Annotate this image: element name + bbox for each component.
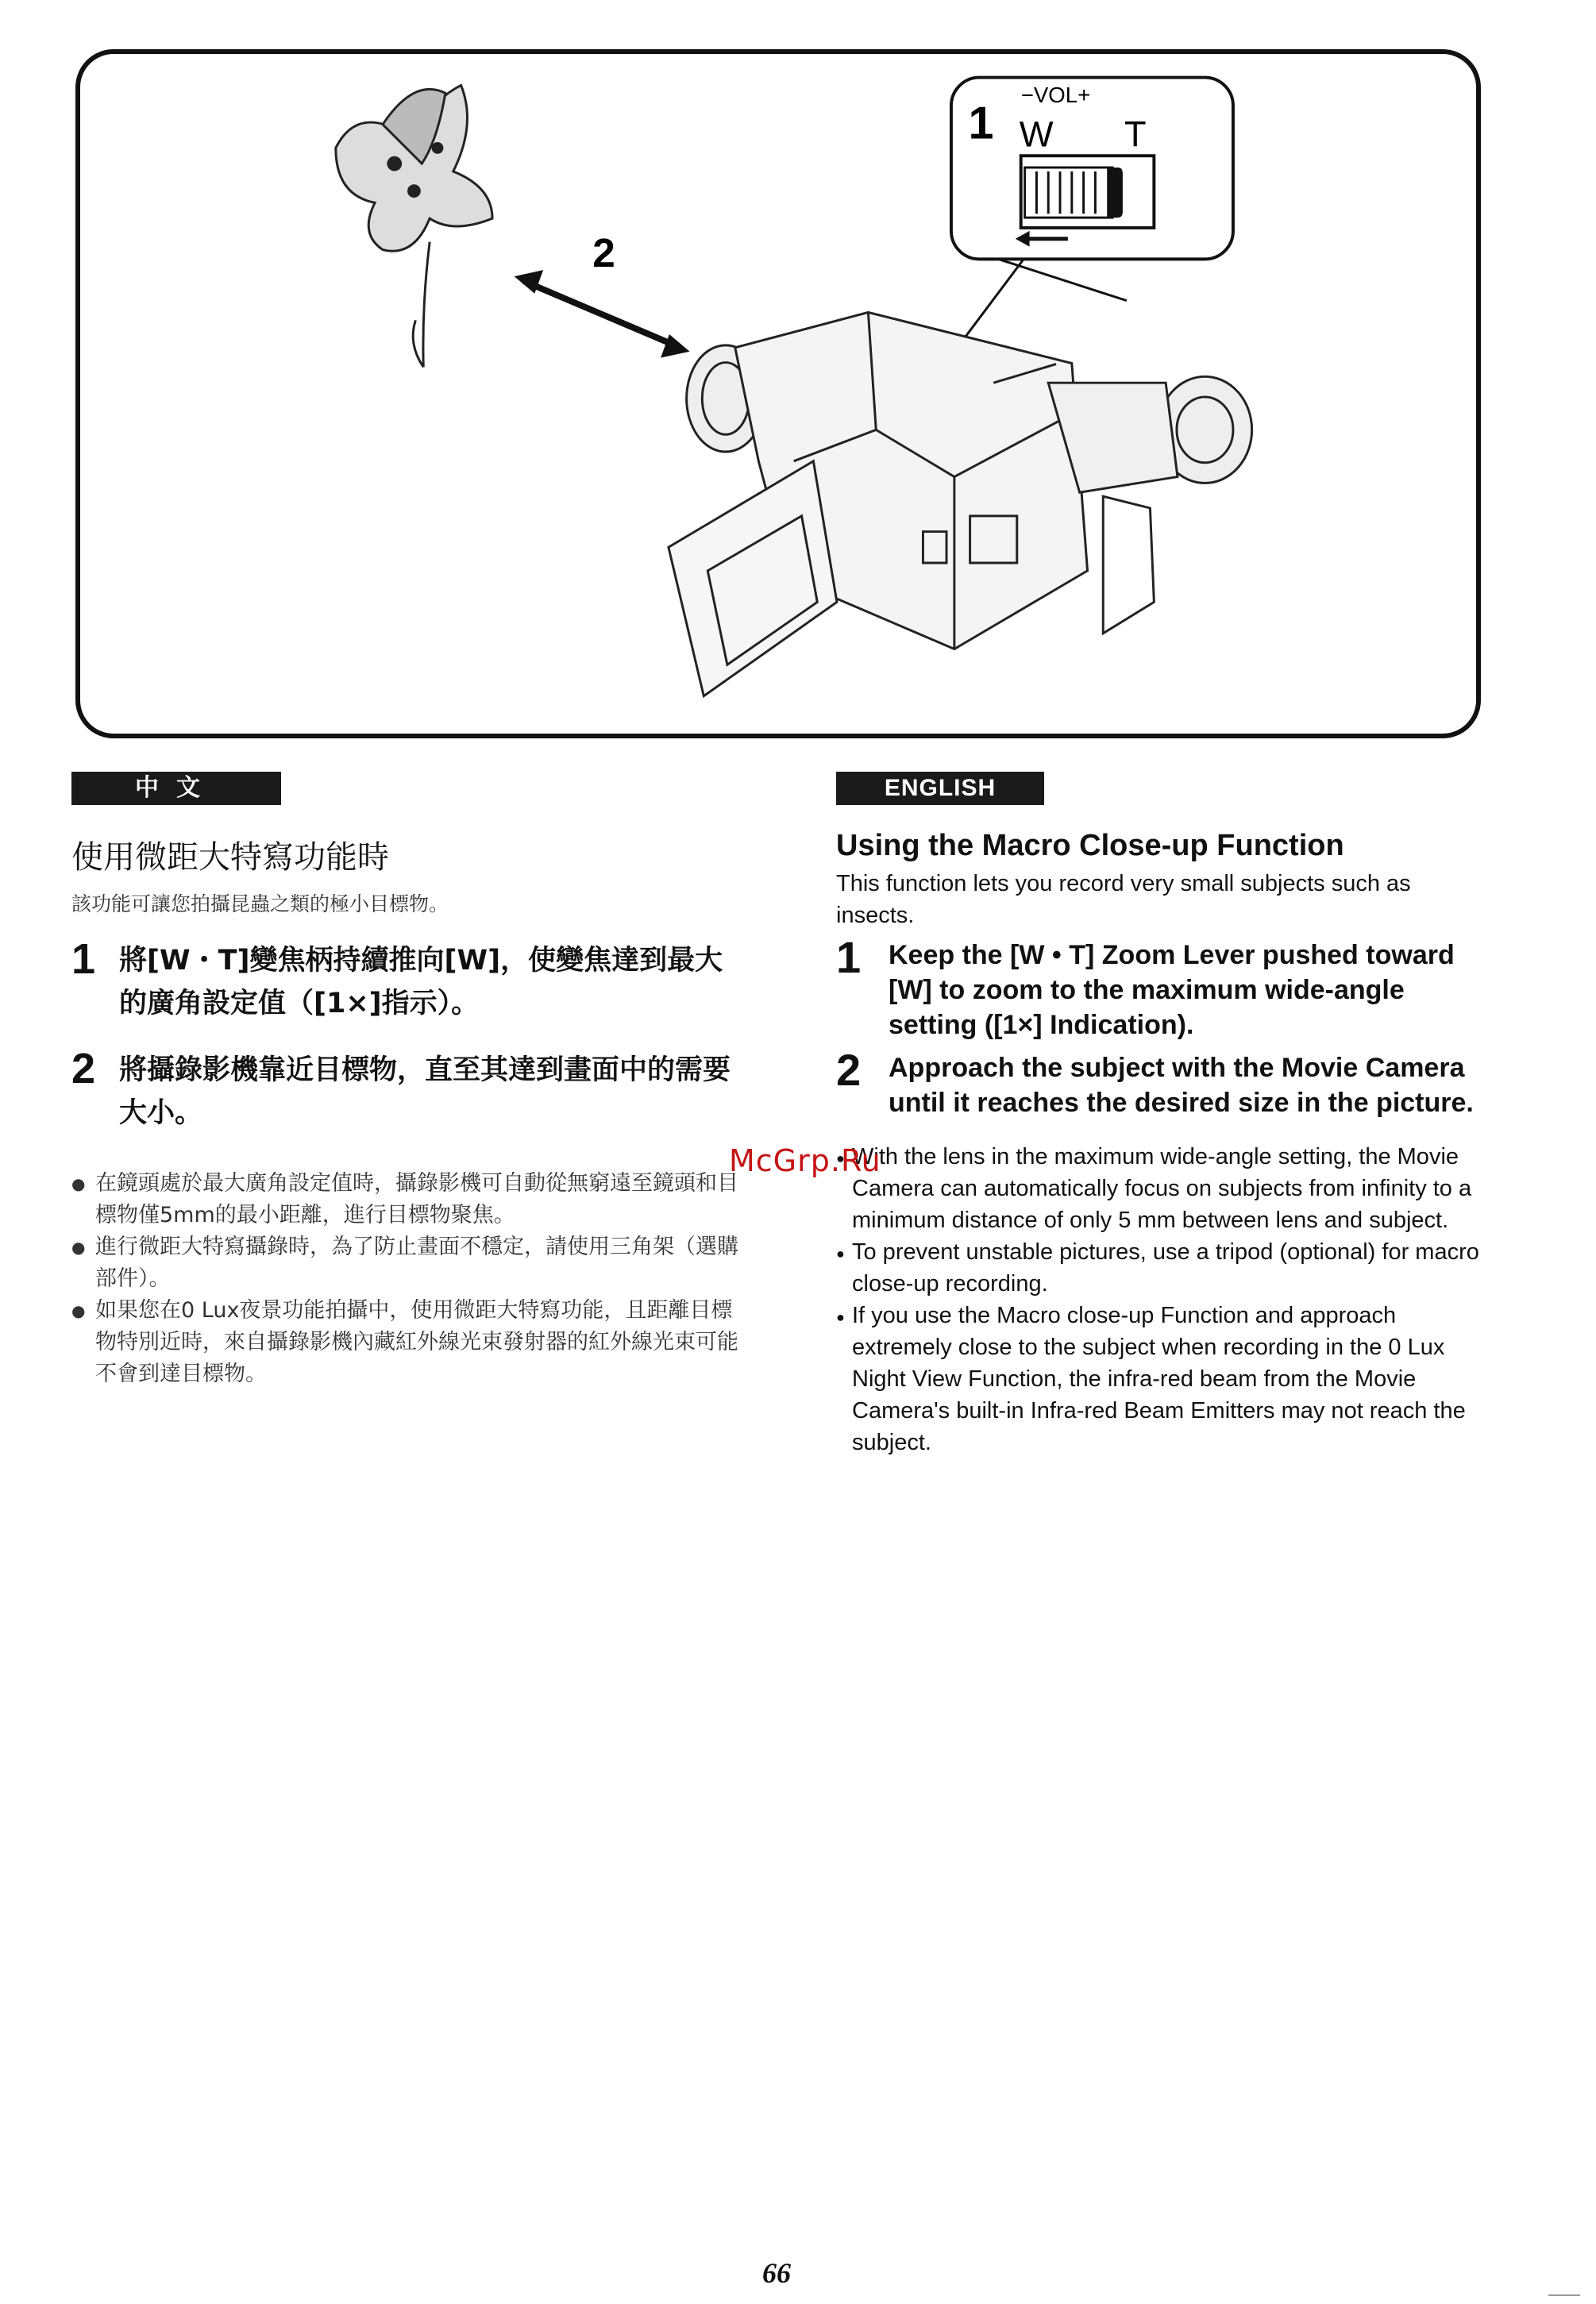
step-text: Keep the [W • T] Zoom Lever pushed toward [W] to zoom to the maximum wide-angle setting ([1×] Indication).	[889, 940, 1455, 1040]
step-text: 將攝錄影機靠近目標物，直至其達到畫面中的需要大小。	[119, 1054, 731, 1129]
english-section-tab: ENGLISH	[836, 772, 1044, 805]
step-text: Approach the subject with the Movie Camera until it reaches the desired size in the picture.	[889, 1053, 1474, 1118]
note-item: ● If you use the Macro close-up Function and approach extremely close to the subject when recording in the 0 Lux Night View Function, the infra-red beam from the Movie Camera's built-in Infra-red Beam Emitters may not reach the subject.	[836, 1300, 1495, 1458]
zoom-lever-callout	[951, 78, 1233, 260]
vol-label: −VOL+	[1020, 83, 1091, 108]
chinese-notes	[71, 1168, 738, 1390]
english-section	[836, 829, 1495, 1458]
note-item: ● 進行微距大特寫攝錄時，為了防止畫面不穩定，請使用三角架（選購部件）。	[71, 1231, 738, 1295]
english-step-1	[836, 932, 1495, 1042]
step-number: 1	[71, 935, 96, 983]
watermark-link[interactable]: McGrp.Ru	[729, 1143, 881, 1178]
step-text: 將[W・T]變焦柄持續推向[W]，使變焦達到最大的廣角設定值（[1×]指示）。	[119, 945, 723, 1019]
approach-step-number: 2	[592, 230, 615, 276]
note-item: ● 如果您在0 Lux夜景功能拍攝中，使用微距大特寫功能，且距離目標物特別近時，來自攝錄影機內藏紅外線光束發射器的紅外線光束可能不會到達目標物。	[71, 1295, 738, 1390]
macro-closeup-illustration	[80, 54, 1476, 734]
chinese-step-2	[71, 1045, 738, 1135]
chinese-section-tab: 中文	[71, 772, 281, 805]
note-item: ● To prevent unstable pictures, use a tripod (optional) for macro close-up recording.	[836, 1236, 1495, 1300]
approach-arrow-icon	[515, 270, 690, 357]
chinese-step-1	[71, 935, 738, 1025]
callout-step-number: 1	[968, 98, 994, 149]
wide-label: W	[1019, 114, 1054, 155]
english-intro: This function lets you record very small subjects such as insects.	[836, 871, 1411, 928]
illustration-frame	[75, 49, 1481, 738]
step-number: 1	[836, 932, 862, 982]
tele-label: T	[1124, 114, 1147, 155]
english-step-2	[836, 1045, 1495, 1120]
chinese-intro: 該功能可讓您拍攝昆蟲之類的極小目標物。	[71, 892, 449, 915]
note-item: ● With the lens in the maximum wide-angle setting, the Movie Camera can automatically focus on subjects from infinity to a minimum distance of only 5 mm between lens and subject.	[836, 1141, 1495, 1236]
page-number: 66	[762, 2257, 791, 2289]
english-notes	[836, 1141, 1495, 1458]
butterfly-on-flower-icon	[336, 85, 492, 367]
step-number: 2	[836, 1045, 862, 1095]
corner-divider	[1548, 2294, 1580, 2296]
note-item: ● 在鏡頭處於最大廣角設定值時，攝錄影機可自動從無窮遠至鏡頭和目標物僅5mm的最小距離，進行目標物聚焦。	[71, 1168, 738, 1231]
zoom-lever-icon	[1021, 156, 1155, 228]
movie-camera-icon	[669, 312, 1252, 695]
english-title: Using the Macro Close-up Function	[836, 829, 1344, 862]
step-number: 2	[71, 1045, 96, 1092]
chinese-section	[71, 832, 738, 1390]
chinese-title: 使用微距大特寫功能時	[71, 839, 389, 876]
